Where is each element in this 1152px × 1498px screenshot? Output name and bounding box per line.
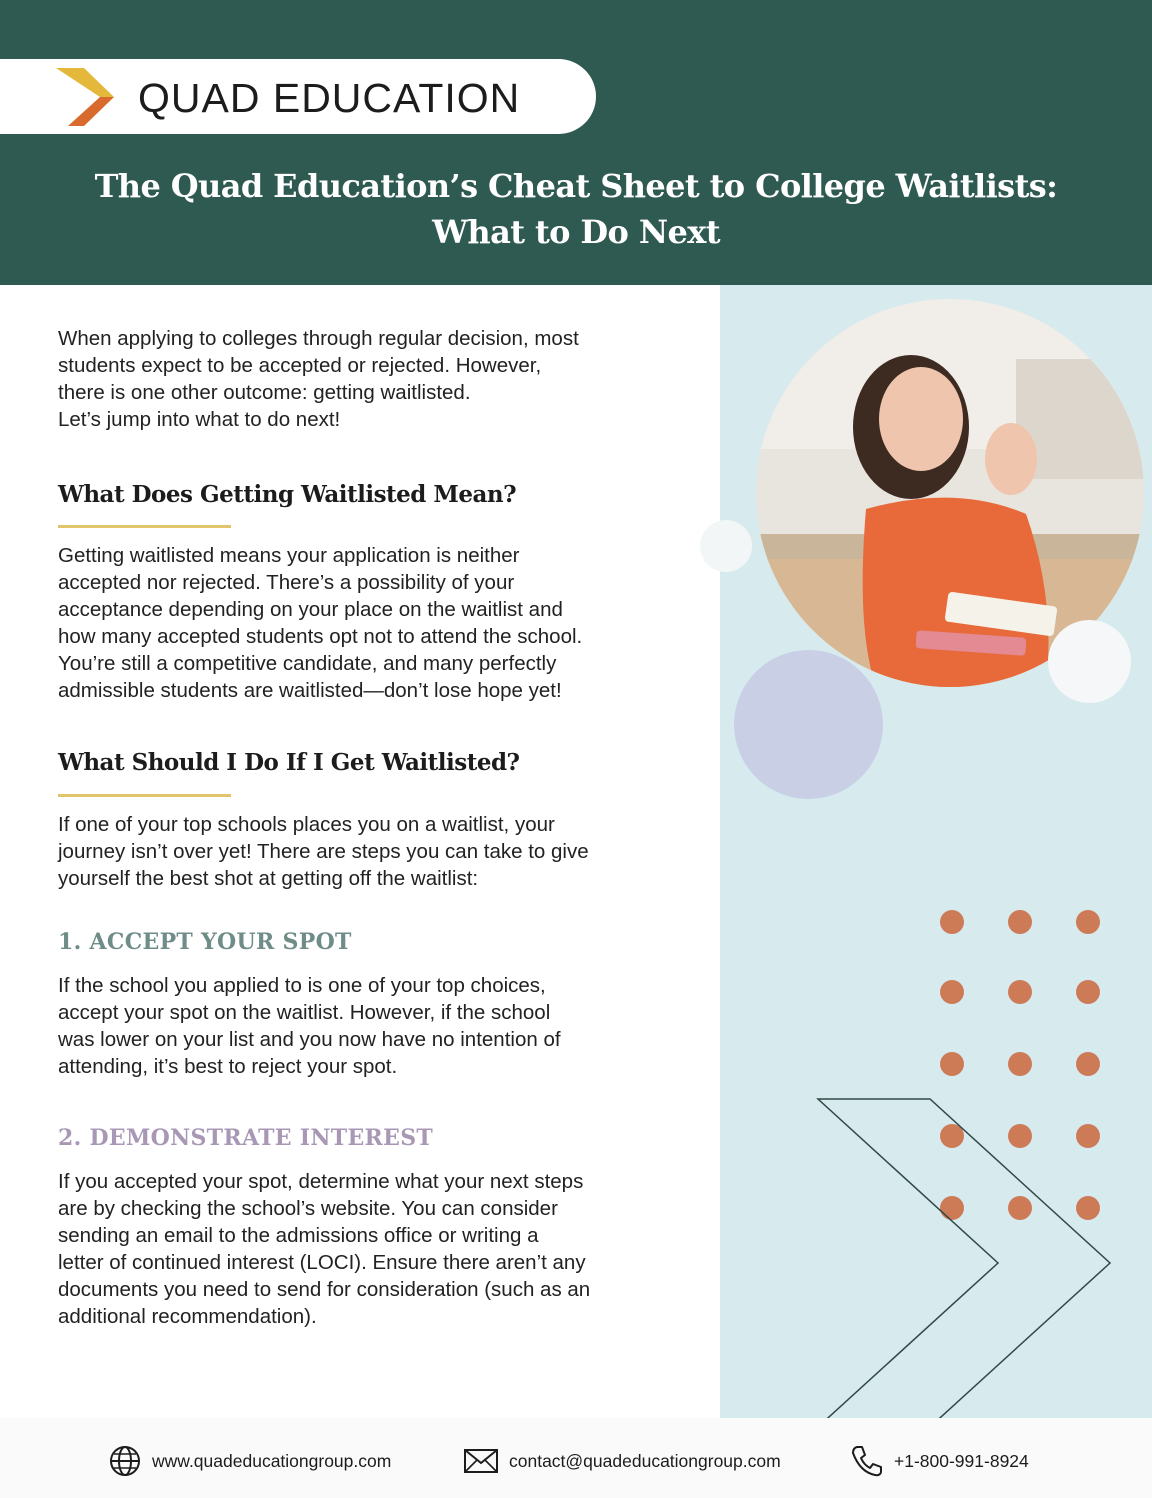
step-heading-accept: 1. ACCEPT YOUR SPOT — [58, 929, 352, 955]
phone-icon — [850, 1444, 884, 1478]
intro-line: Let’s jump into what to do next! — [58, 408, 341, 431]
body-line: You’re still a competitive candidate, and many perfectly — [58, 652, 557, 675]
section-what-to-do-paragraph — [58, 811, 698, 892]
footer-website[interactable] — [108, 1446, 391, 1476]
page-title — [0, 163, 1152, 255]
section-heading-what-to-do: What Should I Do If I Get Waitlisted? — [58, 749, 520, 776]
step-demonstrate-paragraph — [58, 1168, 698, 1330]
body-line: sending an email to the admissions office or writing a — [58, 1224, 539, 1247]
step-heading-demonstrate: 2. DEMONSTRATE INTEREST — [58, 1125, 434, 1151]
section-heading-meaning: What Does Getting Waitlisted Mean? — [58, 481, 517, 508]
header-banner — [0, 0, 1152, 285]
intro-line: students expect to be accepted or rejected. However, — [58, 354, 542, 377]
title-line-1: The Quad Education’s Cheat Sheet to College Waitlists: — [94, 167, 1058, 205]
brand-name: QUAD EDUCATION — [138, 75, 521, 121]
body-line: journey isn’t over yet! There are steps you can take to give — [58, 840, 589, 863]
phone-link[interactable]: +1-800-991-8924 — [894, 1450, 1029, 1471]
footer-email[interactable] — [463, 1446, 781, 1476]
body-line: If the school you applied to is one of your top choices, — [58, 974, 546, 997]
body-line: additional recommendation). — [58, 1305, 317, 1328]
step-accept-paragraph — [58, 972, 698, 1080]
body-line: If one of your top schools places you on a waitlist, your — [58, 813, 555, 836]
globe-icon — [108, 1444, 142, 1478]
title-line-2: What to Do Next — [432, 213, 720, 251]
logo — [0, 59, 596, 134]
intro-line: there is one other outcome: getting waitlisted. — [58, 381, 471, 404]
body-line: If you accepted your spot, determine what your next steps — [58, 1170, 584, 1193]
decor-circle-lavender — [734, 650, 883, 799]
body-line: attending, it’s best to reject your spot. — [58, 1055, 398, 1078]
body-line: how many accepted students opt not to attend the school. — [58, 625, 583, 648]
body-line: are by checking the school’s website. You can consider — [58, 1197, 558, 1220]
footer-phone[interactable] — [850, 1446, 1029, 1476]
body-line: accepted nor rejected. There’s a possibility of your — [58, 571, 515, 594]
body-line: Getting waitlisted means your application is neither — [58, 544, 520, 567]
body-line: letter of continued interest (LOCI). Ensure there aren’t any — [58, 1251, 586, 1274]
section-meaning-paragraph — [58, 542, 698, 704]
body-line: accept your spot on the waitlist. However, if the school — [58, 1001, 551, 1024]
envelope-icon — [463, 1447, 499, 1475]
heading-underline — [58, 794, 231, 797]
body-line: admissible students are waitlisted—don’t lose hope yet! — [58, 679, 562, 702]
heading-underline — [58, 525, 231, 528]
intro-line: When applying to colleges through regular decision, most — [58, 327, 579, 350]
website-link[interactable]: www.quadeducationgroup.com — [152, 1450, 392, 1471]
decor-circle-white-small — [700, 520, 752, 572]
decor-circle-white-large — [1048, 620, 1131, 703]
email-link[interactable]: contact@quadeducationgroup.com — [509, 1450, 781, 1471]
body-line: was lower on your list and you now have no intention of — [58, 1028, 561, 1051]
body-line: yourself the best shot at getting off the waitlist: — [58, 867, 479, 890]
logo-chevron-icon — [56, 68, 120, 126]
intro-paragraph — [58, 325, 698, 433]
body-line: acceptance depending on your place on the waitlist and — [58, 598, 563, 621]
body-line: documents you need to send for consideration (such as an — [58, 1278, 591, 1301]
